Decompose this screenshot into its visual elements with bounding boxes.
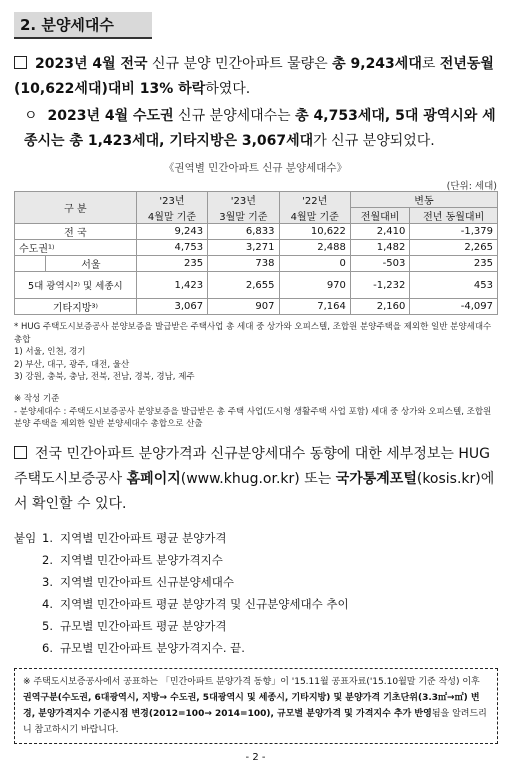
header-22apr: '22년 bbox=[279, 192, 350, 208]
table-unit: (단위: 세대) bbox=[446, 181, 497, 192]
list-item: 5. 규모별 민간아파트 평균 분양가격 bbox=[42, 619, 227, 633]
header-23apr-sub: 4월말 기준 bbox=[136, 208, 207, 224]
square-bullet-icon bbox=[14, 446, 27, 459]
table-caption: 《권역별 민간아파트 신규 분양세대수》 bbox=[163, 162, 348, 174]
table-row: 수도권¹⁾ 4,753 3,271 2,488 1,482 2,265 bbox=[15, 240, 498, 256]
square-bullet-icon bbox=[14, 56, 27, 69]
section-title: 2. 분양세대수 bbox=[14, 12, 152, 39]
bullet-national-summary: 2023년 4월 전국 신규 분양 민간아파트 물량은 총 9,243세대로 전년동월(10,622세대)대비 13% 하락하였다. bbox=[14, 56, 494, 97]
list-item: 붙임 1. 지역별 민간아파트 평균 분양가격 bbox=[14, 531, 227, 545]
header-23mar-sub: 3월말 기준 bbox=[208, 208, 279, 224]
table-row: 전 국 9,243 6,833 10,622 2,410 -1,379 bbox=[15, 224, 498, 240]
footnote-box: ※ 주택도시보증공사에서 공표하는 「민간아파트 분양가격 동향」이 '15.11월 공표자료('15.10월말 기준 작성) 이후 권역구분(수도권, 6대광역시, 지방→ 수도권, 5대광역시 및 세종시, 기타지방) 및 분양가격 기초단위(3.3㎡→㎡) 변경, 분양가격지수 기준시점 변경(2012=100→ 2014=100), 규모별 분양가격 및 가격지수 추가 반영됨을 알려드리니 참고하시기 바랍니다. bbox=[14, 668, 498, 744]
table-row: 서울 235 738 0 -503 235 bbox=[15, 256, 498, 272]
bullet-region-summary: ㅇ 2023년 4월 수도권 신규 분양세대수는 총 4,753세대, 5대 광역시와 세종시는 총 1,423세대, 기타지방은 3,067세대가 신규 분양되었다. bbox=[24, 108, 496, 149]
header-23mar: '23년 bbox=[208, 192, 279, 208]
list-item: 2. 지역별 민간아파트 분양가격지수 bbox=[42, 553, 223, 567]
header-change: 변동 bbox=[350, 192, 497, 208]
list-item: 3. 지역별 민간아파트 신규분양세대수 bbox=[42, 575, 234, 589]
table-row: 기타지방³⁾ 3,067 907 7,164 2,160 -4,097 bbox=[15, 299, 498, 315]
header-22apr-sub: 4월말 기준 bbox=[279, 208, 350, 224]
bullet-more-info: 전국 민간아파트 분양가격과 신규분양세대수 동향에 대한 세부정보는 HUG 주택도시보증공사 홈페이지(www.khug.or.kr) 또는 국가통계포털(kosis.kr)에서 확인할 수 있다. bbox=[14, 446, 495, 512]
page-number: - 2 - bbox=[245, 752, 266, 763]
supply-table bbox=[14, 191, 498, 315]
header-mom: 전월대비 bbox=[350, 208, 409, 224]
header-region: 구 분 bbox=[15, 192, 137, 224]
table-row: 5대 광역시²⁾ 및 세종시 1,423 2,655 970 -1,232 453 bbox=[15, 272, 498, 299]
circle-bullet-icon: ㅇ bbox=[24, 108, 38, 124]
table-notes: * HUG 주택도시보증공사 분양보증을 발급받은 주택사업 총 세대 중 상가와 오피스텔, 조합원 분양주택을 제외한 일반 분양세대수 총합 1) 서울, 인천, 경기 2) 부산, 대구, 광주, 대전, 울산 3) 강원, 충북, 충남, 전북, 전남, 경북, 경남, 제주 bbox=[14, 322, 492, 382]
appendix-list bbox=[14, 527, 349, 659]
list-item: 4. 지역별 민간아파트 평균 분양가격 및 신규분양세대수 추이 bbox=[42, 597, 349, 611]
header-23apr: '23년 bbox=[136, 192, 207, 208]
header-yoy: 전년 동월대비 bbox=[410, 208, 498, 224]
list-item: 6. 규모별 민간아파트 분양가격지수. 끝. bbox=[42, 641, 245, 655]
criteria-notes: ※ 작성 기준 - 분양세대수 : 주택도시보증공사 분양보증을 발급받은 총 주택 사업(도시형 생활주택 사업 포함) 세대 중 상가와 오피스텔, 조합원 분양 주택을 제외한 일반 분양세대수 총합으로 산출 bbox=[14, 394, 492, 429]
